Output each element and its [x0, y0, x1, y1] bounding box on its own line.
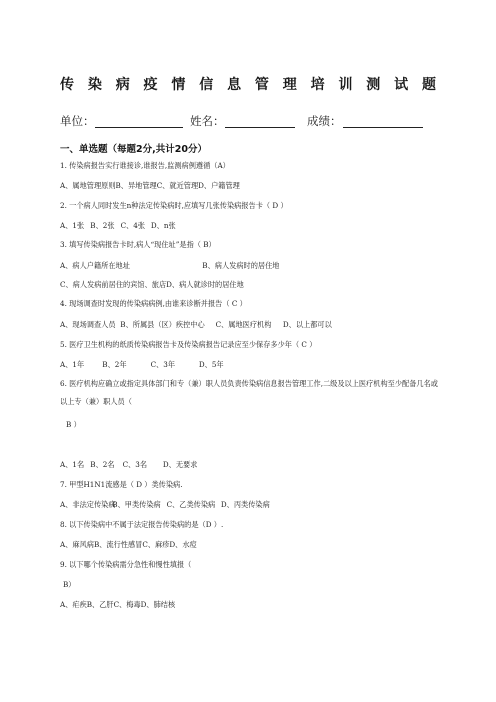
title-char: 测: [366, 77, 381, 93]
option-a: A、病人户籍所在地址: [60, 261, 130, 270]
option-d: D、丙类传染病: [220, 500, 270, 509]
option-c: C、属地医疗机构: [215, 320, 272, 329]
question-4-options: [60, 320, 332, 329]
option-b: B、所属县（区）疾控中心: [120, 320, 205, 329]
option-c: C、3名: [122, 460, 148, 469]
option-c: C、乙类传染病: [166, 500, 216, 509]
title-char: 传: [60, 77, 74, 93]
question-3: 3. 填写传染病报告卡时,病人“现住址”是指（ B）: [60, 240, 216, 249]
question-8: 8. 以下传染病中不属于法定报告传染病的是（D ）.: [60, 520, 224, 529]
examinee-info-row: [60, 113, 440, 129]
question-4: 4. 现场调查时发现的传染病病例,由谁来诊断并报告（ C ）: [60, 299, 247, 308]
score-field[interactable]: [343, 127, 423, 128]
section-heading: 一、单选题（每题2分,共计20分）: [60, 144, 207, 155]
question-6: 6. 医疗机构应确立或指定具体部门和专（兼）职人员负责传染病信息报告管理工作,二级及以上医疗机构至少配备几名或以上专（兼）职人员（: [60, 379, 438, 406]
option-b: B、2张: [90, 221, 115, 230]
option-b: B、甲类传染病: [112, 500, 161, 509]
question-1-options: A、属地管理原则B、异地管理C、就近管理D、户籍管理: [60, 181, 240, 190]
question-3-options-cd: C、病人发病前居住的宾馆、旅店D、病人就诊时的居住地: [60, 280, 244, 289]
page-title: [60, 74, 436, 94]
title-char: 息: [227, 77, 242, 93]
title-char: 情: [171, 77, 186, 93]
title-char: 疫: [143, 77, 158, 93]
title-char: 病: [115, 77, 130, 93]
title-char: 题: [421, 77, 436, 93]
question-6-answer: B ）: [66, 420, 81, 429]
option-a: A、非法定传染病: [60, 500, 116, 509]
option-d: D、n张: [150, 221, 176, 230]
option-b: B、病人发病时的居住地: [202, 261, 280, 270]
question-7: 7. 甲型H1N1流感是（ D ）类传染病.: [60, 480, 183, 489]
option-a: A、1名: [60, 460, 85, 469]
option-a: A、1张: [60, 221, 85, 230]
option-b: B、2年: [102, 360, 127, 369]
question-2-options: [60, 221, 176, 230]
name-field[interactable]: [225, 127, 295, 128]
option-c: C、3年: [150, 360, 176, 369]
title-char: 信: [199, 77, 214, 93]
question-1: 1. 传染病报告实行谁接诊,谁报告,监测病例遵循（A）: [60, 161, 230, 170]
title-char: 培: [310, 77, 325, 93]
question-9-options: A、疟疾B、乙肝C、梅毒D、肺结核: [60, 600, 176, 609]
unit-field[interactable]: [95, 127, 183, 128]
option-b: B、2名: [90, 460, 115, 469]
option-d: D、以上都可以: [282, 320, 332, 329]
question-7-options: [60, 500, 270, 509]
question-8-options: A、麻风病B、流行性感冒C、麻疹D、水痘: [60, 540, 197, 549]
title-char: 管: [254, 77, 269, 93]
title-char: 染: [87, 77, 102, 93]
title-char: 训: [338, 77, 353, 93]
unit-label: 单位：: [60, 114, 95, 128]
option-c: C、4张: [120, 221, 146, 230]
question-9-answer: B）: [63, 580, 76, 589]
title-char: 理: [282, 77, 297, 93]
name-label: 姓名：: [190, 114, 225, 128]
question-6-options: [60, 460, 197, 469]
score-label: 成绩：: [307, 114, 342, 128]
question-5-options: [60, 360, 224, 369]
question-3-options-ab: [60, 261, 279, 270]
question-9: 9. 以下哪个传染病需分急性和慢性填报（: [60, 560, 192, 569]
option-d: D、无要求: [162, 460, 198, 469]
question-5: 5. 医疗卫生机构的纸质传染病报告卡及传染病报告记录应至少保存多少年（ C ）: [60, 340, 317, 349]
title-char: 试: [394, 77, 409, 93]
option-a: A、1年: [60, 360, 85, 369]
option-a: A、现场调查人员: [60, 320, 116, 329]
option-d: D、5年: [198, 360, 224, 369]
question-2: 2. 一个病人同时发生n种法定传染病时,应填写几张传染病报告卡（ D ）: [60, 201, 288, 210]
